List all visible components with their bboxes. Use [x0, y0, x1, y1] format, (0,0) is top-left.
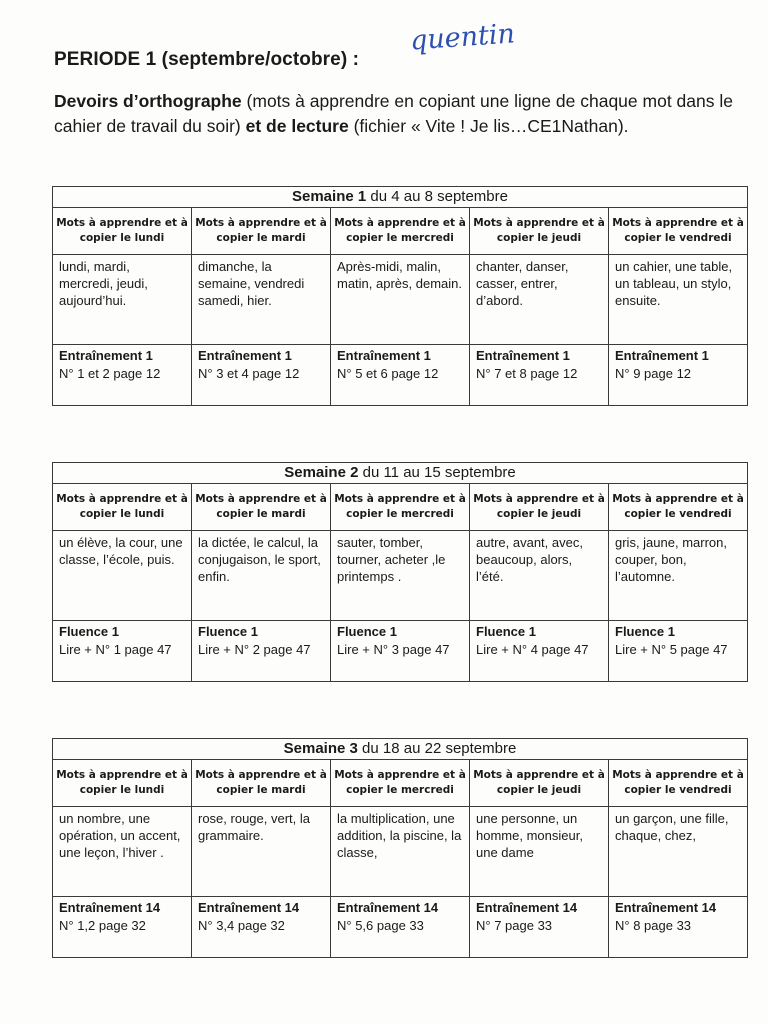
words-jeudi: autre, avant, avec, beaucoup, alors, l’été.	[470, 531, 609, 621]
week-table-2	[52, 462, 748, 682]
exercise-detail: N° 5 et 6 page 12	[337, 366, 439, 381]
exercise-mercredi	[331, 897, 470, 958]
exercise-title: Entraînement 1	[337, 348, 431, 363]
exercise-title: Entraînement 14	[59, 900, 161, 915]
exercise-vendredi	[609, 897, 748, 958]
week-table-3	[52, 738, 748, 958]
exercise-mardi	[192, 897, 331, 958]
words-mercredi: Après-midi, malin, matin, après, demain.	[331, 255, 470, 345]
exercise-title: Entraînement 1	[476, 348, 570, 363]
exercise-title: Entraînement 14	[198, 900, 300, 915]
exercise-title: Fluence 1	[198, 624, 258, 639]
day-header-vendredi: Mots à apprendre et à copier le vendredi	[609, 760, 748, 807]
words-lundi: lundi, mardi, mercredi, jeudi, aujourd’hui.	[53, 255, 192, 345]
intro-reading-text: (fichier « Vite ! Je lis…CE1Nathan).	[348, 116, 629, 136]
exercise-detail: N° 1,2 page 32	[59, 918, 146, 933]
exercise-jeudi	[470, 345, 609, 406]
exercise-title: Entraînement 1	[615, 348, 709, 363]
week-label: Semaine 1	[292, 188, 367, 205]
week-title	[53, 187, 748, 208]
day-header-lundi: Mots à apprendre et à copier le lundi	[53, 760, 192, 807]
words-mardi: dimanche, la semaine, vendredi samedi, hier.	[192, 255, 331, 345]
day-header-mardi: Mots à apprendre et à copier le mardi	[192, 760, 331, 807]
exercise-lundi	[53, 897, 192, 958]
week-title	[53, 463, 748, 484]
exercise-mardi	[192, 345, 331, 406]
words-vendredi: gris, jaune, marron, couper, bon, l’automne.	[609, 531, 748, 621]
day-header-mardi: Mots à apprendre et à copier le mardi	[192, 208, 331, 255]
exercise-title: Entraînement 14	[337, 900, 439, 915]
day-header-mardi: Mots à apprendre et à copier le mardi	[192, 484, 331, 531]
words-mardi: la dictée, le calcul, la conjugaison, le sport, enfin.	[192, 531, 331, 621]
exercise-detail: Lire + N° 4 page 47	[476, 642, 589, 657]
day-header-vendredi: Mots à apprendre et à copier le vendredi	[609, 208, 748, 255]
exercise-title: Entraînement 14	[476, 900, 578, 915]
exercise-detail: N° 7 page 33	[476, 918, 553, 933]
day-header-lundi: Mots à apprendre et à copier le lundi	[53, 208, 192, 255]
intro-paragraph	[54, 89, 754, 139]
intro-spelling-label: Devoirs d’orthographe	[54, 91, 242, 111]
exercise-title: Fluence 1	[337, 624, 397, 639]
exercise-detail: Lire + N° 2 page 47	[198, 642, 311, 657]
words-vendredi: un cahier, une table, un tableau, un stylo, ensuite.	[609, 255, 748, 345]
exercise-detail: N° 8 page 33	[615, 918, 692, 933]
week-label: Semaine 2	[284, 464, 359, 481]
day-header-jeudi: Mots à apprendre et à copier le jeudi	[470, 760, 609, 807]
words-lundi: un élève, la cour, une classe, l’école, puis.	[53, 531, 192, 621]
exercise-detail: Lire + N° 5 page 47	[615, 642, 728, 657]
exercise-mardi	[192, 621, 331, 682]
intro-spelling-text: (mots à apprendre en copiant une ligne de chaque mot dans le cahier de travail du soir)	[54, 91, 733, 136]
exercise-vendredi	[609, 621, 748, 682]
day-header-mercredi: Mots à apprendre et à copier le mercredi	[331, 760, 470, 807]
week-dates: du 11 au 15 septembre	[358, 464, 516, 481]
exercise-detail: N° 3,4 page 32	[198, 918, 285, 933]
exercise-detail: N° 1 et 2 page 12	[59, 366, 161, 381]
day-header-lundi: Mots à apprendre et à copier le lundi	[53, 484, 192, 531]
day-header-mercredi: Mots à apprendre et à copier le mercredi	[331, 484, 470, 531]
handwritten-name: quentin	[409, 18, 516, 57]
week-table-1	[52, 186, 748, 406]
exercise-detail: N° 3 et 4 page 12	[198, 366, 300, 381]
exercise-lundi	[53, 345, 192, 406]
words-jeudi: chanter, danser, casser, entrer, d’abord.	[470, 255, 609, 345]
exercise-lundi	[53, 621, 192, 682]
day-header-jeudi: Mots à apprendre et à copier le jeudi	[470, 484, 609, 531]
exercise-title: Entraînement 1	[198, 348, 292, 363]
exercise-vendredi	[609, 345, 748, 406]
exercise-detail: Lire + N° 1 page 47	[59, 642, 172, 657]
page-title: PERIODE 1 (septembre/octobre) :	[54, 49, 360, 70]
exercise-detail: Lire + N° 3 page 47	[337, 642, 450, 657]
exercise-jeudi	[470, 897, 609, 958]
exercise-title: Fluence 1	[615, 624, 675, 639]
day-header-vendredi: Mots à apprendre et à copier le vendredi	[609, 484, 748, 531]
words-lundi: un nombre, une opération, un accent, une leçon, l’hiver .	[53, 807, 192, 897]
words-mardi: rose, rouge, vert, la grammaire.	[192, 807, 331, 897]
exercise-title: Fluence 1	[59, 624, 119, 639]
exercise-mercredi	[331, 345, 470, 406]
week-dates: du 4 au 8 septembre	[366, 188, 508, 205]
exercise-title: Entraînement 14	[615, 900, 717, 915]
exercise-detail: N° 5,6 page 33	[337, 918, 424, 933]
exercise-jeudi	[470, 621, 609, 682]
exercise-title: Entraînement 1	[59, 348, 153, 363]
exercise-detail: N° 7 et 8 page 12	[476, 366, 578, 381]
exercise-title: Fluence 1	[476, 624, 536, 639]
words-mercredi: sauter, tomber, tourner, acheter ,le printemps .	[331, 531, 470, 621]
week-label: Semaine 3	[283, 740, 358, 757]
words-mercredi: la multiplication, une addition, la piscine, la classe,	[331, 807, 470, 897]
intro-reading-label: et de lecture	[245, 116, 349, 136]
words-jeudi: une personne, un homme, monsieur, une dame	[470, 807, 609, 897]
week-title	[53, 739, 748, 760]
exercise-detail: N° 9 page 12	[615, 366, 692, 381]
day-header-mercredi: Mots à apprendre et à copier le mercredi	[331, 208, 470, 255]
week-dates: du 18 au 22 septembre	[357, 740, 517, 757]
day-header-jeudi: Mots à apprendre et à copier le jeudi	[470, 208, 609, 255]
words-vendredi: un garçon, une fille, chaque, chez,	[609, 807, 748, 897]
exercise-mercredi	[331, 621, 470, 682]
